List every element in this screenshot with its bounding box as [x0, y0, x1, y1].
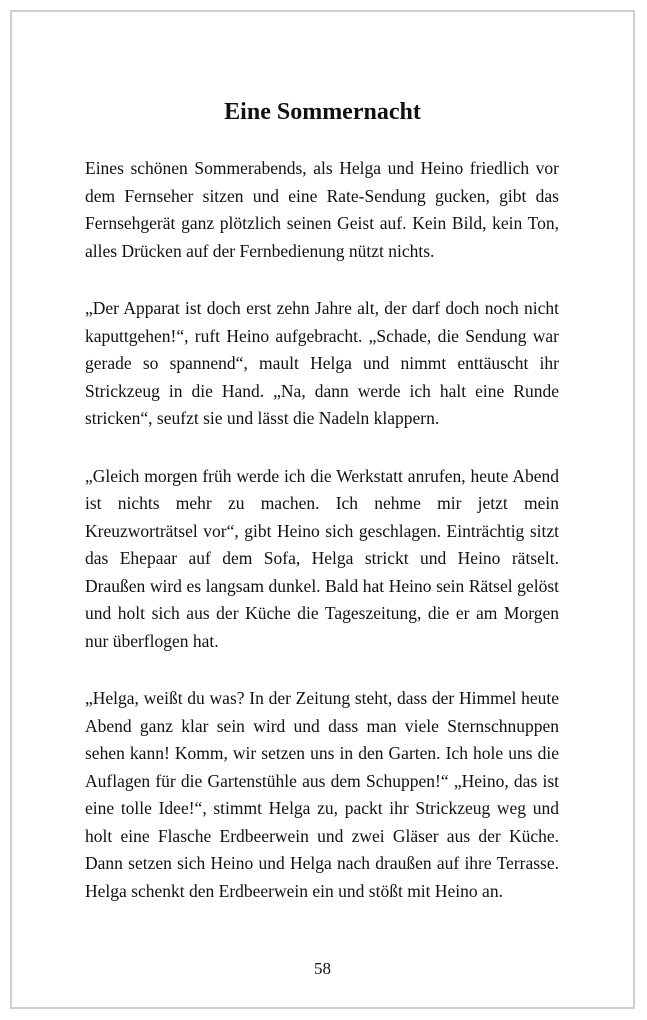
- paragraph-3: „Gleich morgen früh werde ich die Werkstatt anrufen, heute Abend ist nichts mehr zu machen. Ich nehme mir jetzt mein Kreuzworträtsel vor“, gibt Heino sich geschlagen. Einträchtig sitzt das Ehepaar auf dem Sofa, Helga strickt und Heino rätselt. Draußen wird es langsam dunkel. Bald hat Heino sein Rätsel gelöst und holt sich aus der Küche die Tageszeitung, die er am Morgen nur überflogen hat.: [85, 465, 559, 651]
- paragraph-4: „Helga, weißt du was? In der Zeitung steht, dass der Himmel heute Abend ganz klar sein wird und dass man viele Sternschnuppen sehen kann! Komm, wir setzen uns in den Garten. Ich hole uns die Auflagen für die Gartenstühle aus dem Schuppen!“ „Heino, das ist eine tolle Idee!“, stimmt Helga zu, packt ihr Strickzeug weg und holt eine Flasche Erdbeerwein und zwei Gläser aus der Küche. Dann setzen sich Heino und Helga nach draußen auf ihre Terrasse. Helga schenkt den Erdbeerwein ein und stößt mit Heino an.: [85, 688, 559, 901]
- chapter-title: Eine Sommernacht: [224, 99, 421, 125]
- book-page: [10, 10, 635, 1009]
- paragraph-1: Eines schönen Sommerabends, als Helga und Heino friedlich vor dem Fernseher sitzen und eine Rate-Sendung gucken, gibt das Fernsehgerät ganz plötzlich seinen Geist auf. Kein Bild, kein Ton, alles Drücken auf der Fernbedienung nützt nichts.: [85, 158, 559, 261]
- chapter-body: [85, 155, 559, 935]
- page-number: 58: [314, 959, 331, 978]
- paragraph-2: „Der Apparat ist doch erst zehn Jahre alt, der darf doch noch nicht kaputtgehen!“, ruft Heino aufgebracht. „Schade, die Sendung war gerade so spannend“, mault Helga und nimmt enttäuscht ihr Strickzeug in die Hand. „Na, dann werde ich halt eine Runde stricken“, seufzt sie und lässt die Nadeln klappern.: [85, 298, 559, 428]
